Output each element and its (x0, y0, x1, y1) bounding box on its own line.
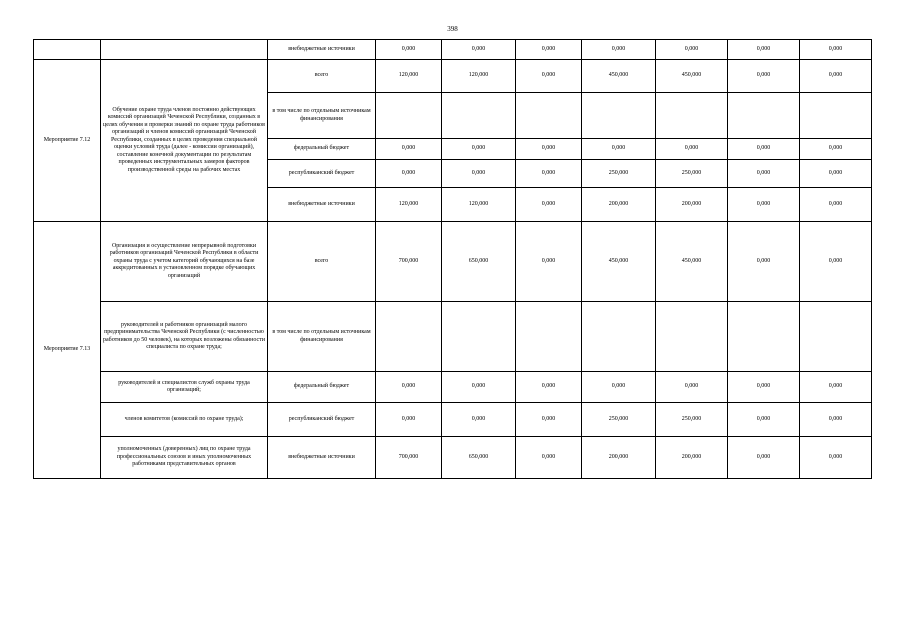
value-cell: 0,000 (800, 40, 872, 60)
page-number: 398 (447, 25, 458, 33)
activity-description: Организация и осуществление непрерывной подготовки работников организаций Чеченской Республики в области охраны труда с учетом категорий обучающихся на базе аккредитованных в установленном порядке обучающих организаций (101, 222, 268, 302)
empty-cell (442, 302, 516, 372)
value-cell: 0,000 (376, 139, 442, 160)
empty-cell (800, 93, 872, 139)
value-cell: 0,000 (728, 222, 800, 302)
value-cell: 0,000 (516, 188, 582, 222)
value-cell: 0,000 (516, 222, 582, 302)
value-cell: 0,000 (728, 403, 800, 437)
value-cell: 0,000 (376, 160, 442, 188)
activity-label: Мероприятие 7.13 (34, 222, 101, 479)
empty-cell (728, 93, 800, 139)
funding-table (33, 39, 872, 479)
value-cell: 0,000 (442, 139, 516, 160)
value-cell: 250,000 (656, 160, 728, 188)
source-label: республиканский бюджет (268, 403, 376, 437)
empty-cell (656, 93, 728, 139)
value-cell: 120,000 (376, 188, 442, 222)
value-cell: 0,000 (516, 403, 582, 437)
value-cell: 200,000 (582, 437, 656, 479)
value-cell: 0,000 (582, 372, 656, 403)
value-cell: 250,000 (582, 403, 656, 437)
value-cell: 0,000 (800, 160, 872, 188)
value-cell: 0,000 (800, 188, 872, 222)
value-cell: 0,000 (800, 437, 872, 479)
value-cell: 120,000 (442, 60, 516, 93)
activity-description (101, 40, 268, 60)
value-cell: 450,000 (656, 222, 728, 302)
table-row (34, 302, 872, 372)
value-cell: 0,000 (582, 40, 656, 60)
value-cell: 200,000 (656, 188, 728, 222)
empty-cell (656, 302, 728, 372)
value-cell: 0,000 (800, 60, 872, 93)
value-cell: 250,000 (582, 160, 656, 188)
activity-description: Обучение охране труда членов постоянно действующих комиссий организаций Чеченской Республики, созданных в целях обучения и проверки знаний по охране труда работников организаций и членов комиссий организаций Чеченской Республики, созданных в целях проведения специальной оценки условий труда (далее - комиссии организаций), составление конечной документации по результатам проведенных инструментальных замеров факторов производственной среды на рабочих местах (101, 60, 268, 222)
source-label: в том числе по отдельным источникам финансирования (268, 93, 376, 139)
empty-cell (376, 302, 442, 372)
value-cell: 650,000 (442, 222, 516, 302)
empty-cell (728, 302, 800, 372)
value-cell: 0,000 (800, 222, 872, 302)
activity-subitem: уполномоченных (доверенных) лиц по охране труда профессиональных союзов и иных уполномоченных работниками представительных органов (101, 437, 268, 479)
value-cell: 200,000 (582, 188, 656, 222)
value-cell: 0,000 (516, 60, 582, 93)
activity-subitem: членов комитетов (комиссий по охране труда); (101, 403, 268, 437)
value-cell: 0,000 (516, 40, 582, 60)
value-cell: 200,000 (656, 437, 728, 479)
source-label: внебюджетные источники (268, 40, 376, 60)
value-cell: 0,000 (656, 40, 728, 60)
value-cell: 0,000 (728, 188, 800, 222)
empty-cell (442, 93, 516, 139)
table-row (34, 222, 872, 302)
value-cell: 250,000 (656, 403, 728, 437)
empty-cell (516, 93, 582, 139)
value-cell: 0,000 (800, 372, 872, 403)
activity-label (34, 40, 101, 60)
table-row (34, 437, 872, 479)
value-cell: 0,000 (516, 437, 582, 479)
empty-cell (800, 302, 872, 372)
empty-cell (582, 93, 656, 139)
value-cell: 0,000 (376, 403, 442, 437)
value-cell: 0,000 (728, 437, 800, 479)
value-cell: 0,000 (800, 139, 872, 160)
value-cell: 0,000 (442, 160, 516, 188)
value-cell: 0,000 (442, 403, 516, 437)
source-label: в том числе по отдельным источникам финансирования (268, 302, 376, 372)
value-cell: 700,000 (376, 222, 442, 302)
source-label: федеральный бюджет (268, 372, 376, 403)
source-label: всего (268, 222, 376, 302)
empty-cell (516, 302, 582, 372)
value-cell: 120,000 (376, 60, 442, 93)
table-row (34, 403, 872, 437)
value-cell: 0,000 (728, 40, 800, 60)
value-cell: 0,000 (376, 40, 442, 60)
value-cell: 0,000 (728, 372, 800, 403)
source-label: всего (268, 60, 376, 93)
activity-subitem: руководителей и специалистов служб охраны труда организаций; (101, 372, 268, 403)
value-cell: 450,000 (582, 222, 656, 302)
value-cell: 0,000 (728, 60, 800, 93)
activity-label: Мероприятие 7.12 (34, 60, 101, 222)
value-cell: 0,000 (728, 160, 800, 188)
value-cell: 0,000 (516, 372, 582, 403)
value-cell: 0,000 (800, 403, 872, 437)
source-label: внебюджетные источники (268, 437, 376, 479)
value-cell: 450,000 (582, 60, 656, 93)
value-cell: 0,000 (516, 160, 582, 188)
source-label: внебюджетные источники (268, 188, 376, 222)
value-cell: 650,000 (442, 437, 516, 479)
value-cell: 0,000 (442, 40, 516, 60)
source-label: федеральный бюджет (268, 139, 376, 160)
value-cell: 0,000 (582, 139, 656, 160)
value-cell: 0,000 (516, 139, 582, 160)
source-label: республиканский бюджет (268, 160, 376, 188)
empty-cell (582, 302, 656, 372)
value-cell: 0,000 (656, 139, 728, 160)
value-cell: 0,000 (728, 139, 800, 160)
activity-subitem: руководителей и работников организаций малого предпринимательства Чеченской Республики (с численностью работников до 50 человек), на которых возложены обязанности специалиста по охране труда; (101, 302, 268, 372)
value-cell: 0,000 (656, 372, 728, 403)
value-cell: 450,000 (656, 60, 728, 93)
empty-cell (376, 93, 442, 139)
value-cell: 120,000 (442, 188, 516, 222)
table-row (34, 372, 872, 403)
table-row (34, 40, 872, 60)
value-cell: 0,000 (442, 372, 516, 403)
value-cell: 0,000 (376, 372, 442, 403)
table-row (34, 60, 872, 93)
value-cell: 700,000 (376, 437, 442, 479)
